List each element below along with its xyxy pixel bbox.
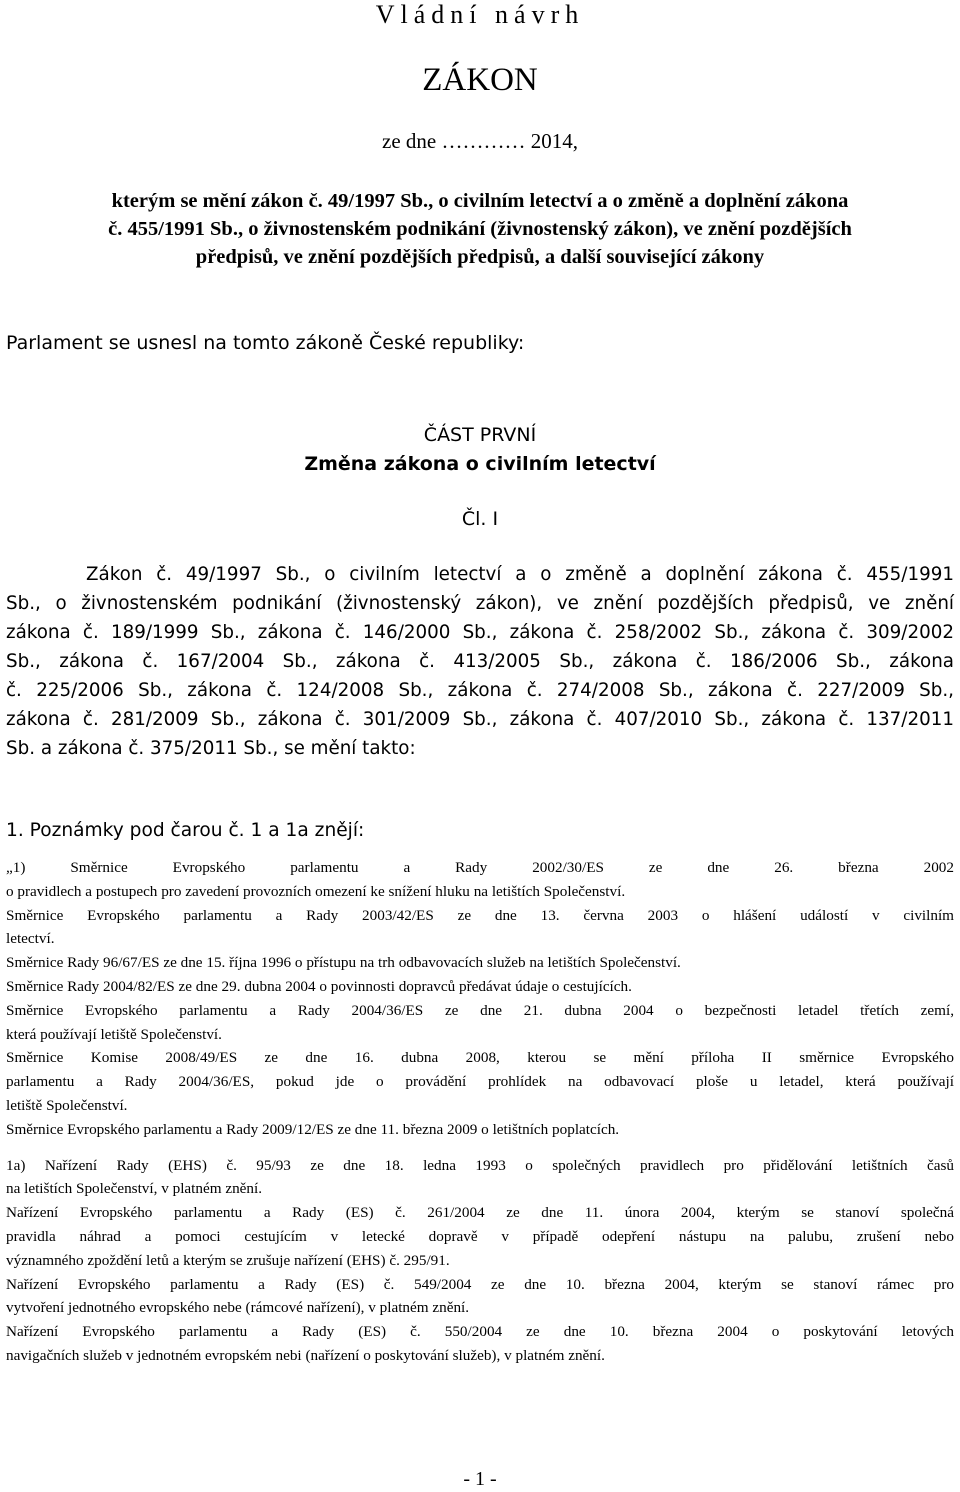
footnote-line: „1) Směrnice Evropského parlamentu a Rady 2002/30/ES ze dne 26. března 2002 xyxy=(6,859,954,876)
law-title: ZÁKON xyxy=(422,62,538,98)
footnote-line: pravidla náhrad a pomoci cestujícím v letecké dopravě v případě odepření nástupu na palubu, zrušení nebo xyxy=(6,1227,954,1245)
article-body xyxy=(6,560,954,763)
footnote-line: Směrnice Evropského parlamentu a Rady 2004/36/ES ze dne 21. dubna 2004 o bezpečnosti letadel třetích zemí, xyxy=(6,1001,954,1019)
article-body-line: zákona č. 281/2009 Sb., zákona č. 301/2009 Sb., zákona č. 407/2010 Sb., zákona č. 137/2011 xyxy=(6,709,954,730)
footnote-line: navigačních služeb v jednotném evropském nebi (nařízení o poskytování služeb), v platném znění. xyxy=(6,1346,605,1364)
article-body-line: č. 225/2006 Sb., zákona č. 124/2008 Sb., zákona č. 274/2008 Sb., zákona č. 227/2009 Sb., xyxy=(6,680,954,701)
footnote-line: 1a) Nařízení Rady (EHS) č. 95/93 ze dne 18. ledna 1993 o společných pravidlech pro přidělování letištních časů xyxy=(6,1156,954,1174)
footnote-line: Směrnice Rady 96/67/ES ze dne 15. října 1996 o přístupu na trh odbavovacích služeb na letištích Společenství. xyxy=(6,954,681,972)
law-subject-line: č. 455/1991 Sb., o živnostenském podnikání (živnostenský zákon), ve znění pozdějších xyxy=(108,218,852,240)
footnote-line: na letištích Společenství, v platném znění. xyxy=(6,1180,263,1198)
footnote-line: vytvoření jednotného evropského nebe (rámcové nařízení), v platném znění. xyxy=(6,1299,470,1317)
footnote-line: Nařízení Evropského parlamentu a Rady (ES) č. 550/2004 ze dne 10. března 2004 o poskytování letových xyxy=(6,1323,954,1341)
part-title: Změna zákona o civilním letectví xyxy=(304,453,656,475)
bill-status-label: Vládní návrh xyxy=(375,0,585,29)
footnote-line: Směrnice Evropského parlamentu a Rady 2009/12/ES ze dne 11. března 2009 o letištních poplatcích. xyxy=(6,1120,620,1138)
enacting-clause: Parlament se usnesl na tomto zákoně České republiky: xyxy=(6,332,525,354)
footnotes-block xyxy=(6,856,954,1368)
footnote-line: parlamentu a Rady 2004/36/ES, pokud jde o provádění prohlídek na odbavovací ploše u letadel, která používají xyxy=(6,1073,954,1091)
footnote-line: Směrnice Rady 2004/82/ES ze dne 29. dubna 2004 o povinnosti dopravců předávat údaje o cestujících. xyxy=(6,977,632,995)
law-subject-line: kterým se mění zákon č. 49/1997 Sb., o civilním letectví a o změně a doplnění zákona xyxy=(111,190,849,212)
footnote-line: významného zpoždění letů a kterým se zrušuje nařízení (EHS) č. 295/91. xyxy=(6,1251,450,1269)
footnote-line: Směrnice Komise 2008/49/ES ze dne 16. dubna 2008, kterou se mění příloha II směrnice Evropského xyxy=(6,1049,954,1067)
footnote-line: o pravidlech a postupech pro zavedení provozních omezení ke snížení hluku na letištích Společenství. xyxy=(6,882,626,900)
amendment-item-heading: 1. Poznámky pod čarou č. 1 a 1a znějí: xyxy=(6,820,365,841)
article-body-line: Sb., o živnostenském podnikání (živnostenský zákon), ve znění pozdějších předpisů, ve znění xyxy=(6,593,954,614)
footnote-line: letiště Společenství. xyxy=(6,1096,128,1114)
article-body-line: zákona č. 189/1999 Sb., zákona č. 146/2000 Sb., zákona č. 258/2002 Sb., zákona č. 309/2002 xyxy=(6,622,954,643)
footnote-line: Nařízení Evropského parlamentu a Rady (ES) č. 261/2004 ze dne 11. února 2004, kterým se stanoví společná xyxy=(6,1204,954,1222)
article-number: Čl. I xyxy=(461,508,499,530)
law-subject-line: předpisů, ve znění pozdějších předpisů, a další související zákony xyxy=(195,246,765,268)
footnote-line: Směrnice Evropského parlamentu a Rady 2003/42/ES ze dne 13. června 2003 o hlášení událostí v civilním xyxy=(6,906,954,924)
footnote-line: letectví. xyxy=(6,930,55,948)
law-date: ze dne ………… 2014, xyxy=(382,129,578,153)
footnote-spacer xyxy=(6,1142,954,1154)
footnote-line: Nařízení Evropského parlamentu a Rady (ES) č. 549/2004 ze dne 10. března 2004, kterým se stanoví rámec pro xyxy=(6,1275,954,1293)
footnote-line: která používají letiště Společenství. xyxy=(6,1025,222,1043)
article-body-line: Zákon č. 49/1997 Sb., o civilním letectví a o změně a doplnění zákona č. 455/1991 xyxy=(86,564,954,585)
law-subject xyxy=(0,187,960,271)
article-body-line: Sb. a zákona č. 375/2011 Sb., se mění takto: xyxy=(6,738,416,759)
article-body-line: Sb., zákona č. 167/2004 Sb., zákona č. 413/2005 Sb., zákona č. 186/2006 Sb., zákona xyxy=(6,651,954,672)
page-number: - 1 - xyxy=(463,1468,497,1490)
part-heading: ČÁST PRVNÍ xyxy=(423,424,537,446)
